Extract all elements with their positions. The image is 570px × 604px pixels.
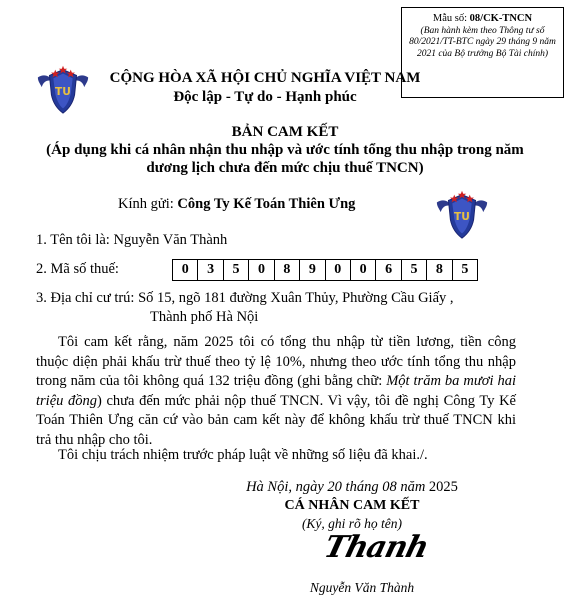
commitment-paragraph: Tôi cam kết rằng, năm 2025 tôi có tổng thu nhập từ tiền lương, tiền công thuộc diện phải khấu trừ thuế theo tỷ lệ 10%, nhưng theo ước tính tổng thu nhập trong năm của tôi không quá 132 triệu đồng (ghi bằng chữ: Một trăm ba mươi hai triệu đồng) chưa đến mức phải nộp thuế TNCN. Vì vậy, tôi đề nghị Công Ty Kế Toán Thiên Ưng căn cứ vào bản cam kết này để không khấu trừ thuế TNCN khi trả thu nhập cho tôi. xyxy=(36,334,516,448)
company-logo-side xyxy=(433,185,491,243)
recipient-label: Kính gửi: xyxy=(118,196,178,212)
signer-name: Nguyễn Văn Thành xyxy=(309,580,415,595)
recipient-name: Công Ty Kế Toán Thiên Ưng xyxy=(177,196,356,212)
form-legal-note: (Ban hành kèm theo Thông tư số 80/2021/TT-BTC ngày 29 tháng 9 năm 2021 của Bộ trưởng Bộ Tài chính) xyxy=(409,25,556,59)
tax-digit: 5 xyxy=(461,262,469,277)
recipient-line xyxy=(118,196,355,213)
country-name: CỘNG HÒA XÃ HỘI CHỦ NGHĨA VIỆT NAM xyxy=(109,70,421,86)
tax-digit: 0 xyxy=(249,260,274,280)
name-label: 1. Tên tôi là: xyxy=(36,232,114,248)
tax-digit: 0 xyxy=(173,260,198,280)
national-header xyxy=(95,69,435,107)
document-title: BẢN CAM KẾT xyxy=(231,124,339,140)
tax-digit: 8 xyxy=(427,260,452,280)
tax-code-boxes xyxy=(172,259,478,281)
address-line-2: Thành phố Hà Nội xyxy=(150,309,259,325)
address-label: 3. Địa chỉ cư trú: xyxy=(36,290,139,306)
handwritten-signature: Thanh xyxy=(320,530,432,565)
tax-digit: 8 xyxy=(275,260,300,280)
svg-text:TU: TU xyxy=(454,209,470,223)
tax-digit: 5 xyxy=(402,260,427,280)
form-code: Mẫu số: 08/CK-TNCN xyxy=(432,13,533,24)
signature-instruction: (Ký, ghi rõ họ tên) xyxy=(301,516,403,531)
signature-block xyxy=(232,478,472,533)
tax-digit: 0 xyxy=(351,260,376,280)
tax-digit: 5 xyxy=(224,260,249,280)
signer-role: CÁ NHÂN CAM KẾT xyxy=(284,498,420,513)
amount-in-words: Một trăm ba mươi hai triệu đồng xyxy=(36,373,516,409)
svg-text:TU: TU xyxy=(55,84,71,98)
responsibility-statement: Tôi chịu trách nhiệm trước pháp luật về những số liệu đã khai./. xyxy=(58,447,428,463)
name-field xyxy=(36,232,227,249)
tax-digit: 6 xyxy=(376,260,401,280)
tax-code-label: 2. Mã số thuế: xyxy=(36,261,119,277)
company-logo-top xyxy=(34,60,92,118)
tax-digit: 9 xyxy=(300,260,325,280)
name-value: Nguyễn Văn Thành xyxy=(113,232,228,248)
address-line-1: Số 15, ngõ 181 đường Xuân Thủy, Phường Cầu Giấy , xyxy=(138,290,454,306)
document-subtitle: (Áp dụng khi cá nhân nhận thu nhập và ước tính tổng thu nhập trong năm dương lịch chưa đến mức chịu thuế TNCN) xyxy=(46,142,524,176)
tax-digit: 3 xyxy=(198,260,223,280)
address-field xyxy=(36,289,536,327)
signature-date: Hà Nội, ngày 20 tháng 08 năm 2025 xyxy=(246,479,458,495)
tax-digit: 0 xyxy=(326,260,351,280)
national-motto: Độc lập - Tự do - Hạnh phúc xyxy=(173,89,357,105)
